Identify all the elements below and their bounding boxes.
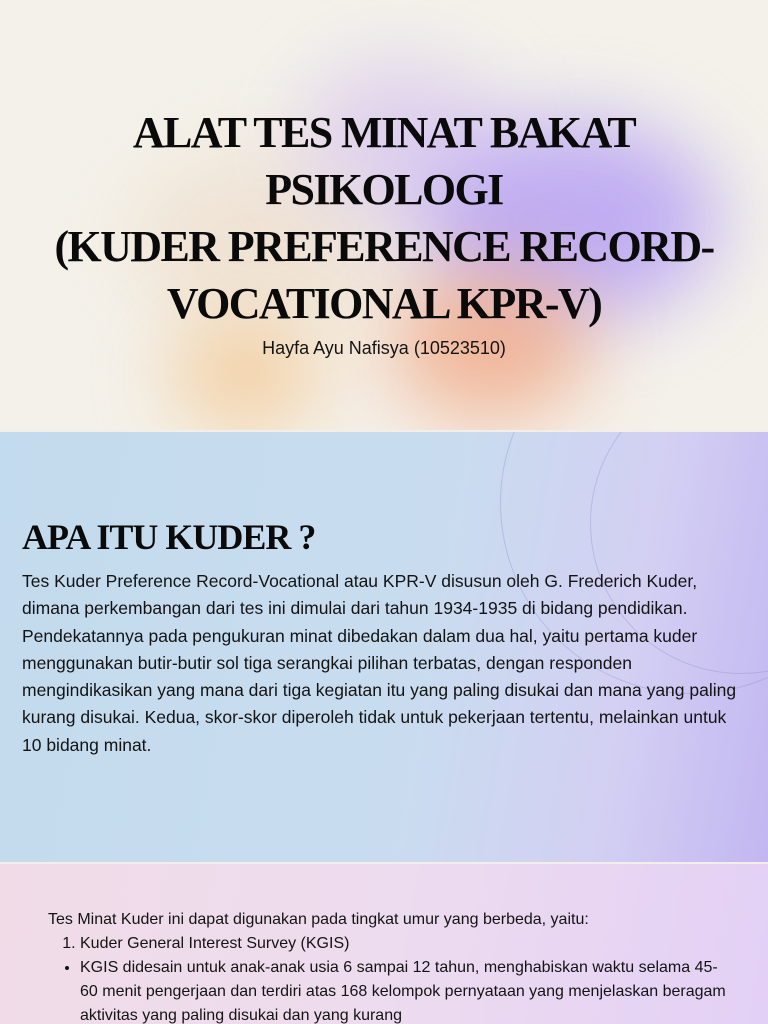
intro-text: Tes Minat Kuder ini dapat digunakan pada tingkat umur yang berbeda, yaitu: [48,911,589,928]
definition-paragraph: Tes Kuder Preference Record-Vocational atau KPR-V disusun oleh G. Frederich Kuder, dimana perkembangan dari tes ini dimulai dari tahun 1934-1935 di bidang pendidikan. Pendekatannya pada pengukuran minat dibedakan dalam dua hal, yaitu pertama kuder menggunakan butir-butir sol tiga serangkai pilihan terbatas, dengan responden mengindikasikan yang mana dari tiga kegiatan itu yang paling disukai dan mana yang paling kurang disukai. Kedua, skor-skor diperoleh tidak untuk pekerjaan tertentu, melainkan untuk 10 bidang minat. [22,571,737,755]
bullet-list-item: • KGIS didesain untuk anak-anak usia 6 sampai 12 tahun, menghabiskan waktu selama 45-60 menit pengerjaan dan terdiri atas 168 kelompok pernyataan yang menjelaskan beragam aktivitas yang paling disukai dan yang kurang [80,956,728,1024]
age-levels-slide [0,864,768,1024]
author-name: Hayfa Ayu Nafisya (10523510) [262,338,506,358]
title-slide [0,0,768,430]
section-heading: APA ITU KUDER ? [22,517,316,557]
definition-slide [0,432,768,862]
title-line: (KUDER PREFERENCE RECORD- [54,222,714,271]
title-line: PSIKOLOGI [265,165,503,214]
numbered-list [48,932,728,956]
slide-body [48,908,728,1024]
bullet-list [48,956,728,1024]
title-line: VOCATIONAL KPR-V) [166,279,602,328]
title-line: ALAT TES MINAT BAKAT [132,108,636,157]
presentation-title [0,104,768,332]
background-gradient-blob [170,320,320,430]
numbered-list-item: 1. Kuder General Interest Survey (KGIS) [80,932,728,956]
